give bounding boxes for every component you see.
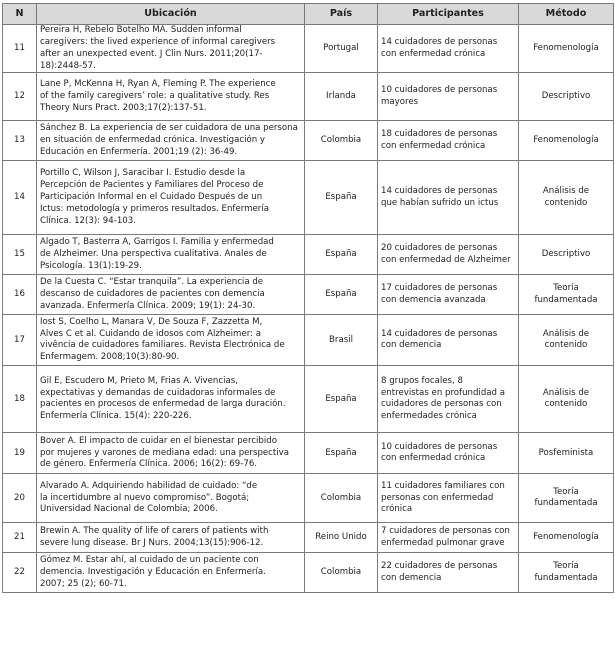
cell-metodo: [519, 433, 614, 474]
table-row: [3, 275, 614, 315]
cell-n: 20: [3, 474, 37, 523]
metodo-line: Análisis de: [542, 186, 590, 197]
ubicacion-line: Psicología. 13(1):19-29.: [40, 260, 142, 271]
ubicacion-line: De la Cuesta C. “Estar tranquila”. La experiencia de: [40, 277, 264, 288]
ubicacion-line: Enfermagem. 2008;10(3):80-90.: [40, 352, 180, 363]
cell-n: 15: [3, 235, 37, 275]
ubicacion-line: Ictus: metodología y primeros resultados. Enfermería: [40, 203, 269, 214]
participantes-line: crónica: [381, 504, 413, 515]
participantes-line: con demencia avanzada: [381, 294, 486, 305]
metodo-line: Teoría: [553, 283, 579, 294]
participantes-line: mayores: [381, 96, 419, 107]
participantes-line: 11 cuidadores familiares con: [381, 480, 505, 491]
table-row: [3, 433, 614, 474]
header-n: N: [3, 4, 37, 25]
metodo-line: Fenomenología: [533, 532, 599, 542]
ubicacion-line: de Alzheimer. Una perspectiva cualitativa. Anales de: [40, 249, 267, 259]
cell-pais: Brasil: [305, 315, 378, 366]
participantes-line: 8 grupos focales, 8: [381, 375, 463, 386]
ubicacion-line: expectativas y demandas de cuidadoras informales de: [40, 387, 276, 398]
cell-n: 14: [3, 161, 37, 235]
cell-ubicacion: [37, 73, 305, 121]
table-row: [3, 366, 614, 433]
ubicacion-line: demencia. Investigación y Educación en Enfermería.: [40, 567, 266, 577]
participantes-line: con enfermedad crónica: [381, 453, 486, 464]
table-row: [3, 553, 614, 593]
cell-participantes: [378, 235, 519, 275]
cell-metodo: [519, 161, 614, 235]
studies-table: [2, 3, 614, 593]
cell-participantes: [378, 474, 519, 523]
ubicacion-line: Alvarado A. Adquiriendo habilidad de cuidado: “de: [40, 480, 258, 491]
cell-n: 18: [3, 366, 37, 433]
metodo-line: Posfeminista: [538, 447, 594, 458]
cell-participantes: [378, 433, 519, 474]
cell-pais: Portugal: [305, 25, 378, 73]
ubicacion-line: avanzada. Enfermería Clínica. 2009; 19(1): 24-30.: [40, 300, 256, 311]
table-row: [3, 235, 614, 275]
ubicacion-line: la incertidumbre al nuevo compromiso”. Bogotá;: [40, 492, 250, 503]
cell-metodo: [519, 315, 614, 366]
table-row: [3, 474, 614, 523]
cell-ubicacion: [37, 25, 305, 73]
cell-ubicacion: [37, 523, 305, 553]
participantes-line: 10 cuidadores de personas: [381, 441, 498, 452]
metodo-line: Teoría: [553, 486, 579, 497]
ubicacion-line: Sánchez B. La experiencia de ser cuidadora de una persona: [40, 123, 298, 134]
cell-ubicacion: [37, 315, 305, 366]
ubicacion-line: Theory Nurs Pract. 2003;17(2):137-51.: [40, 102, 207, 113]
ubicacion-line: after an unexpected event. J Clin Nurs. 2011;20(17-: [40, 48, 263, 59]
ubicacion-line: Pereira H, Rebelo Botelho MA. Sudden informal: [40, 25, 242, 35]
cell-ubicacion: [37, 366, 305, 433]
cell-pais: Reino Unido: [305, 523, 378, 553]
cell-participantes: [378, 366, 519, 433]
metodo-line: contenido: [544, 340, 588, 351]
table-row: [3, 73, 614, 121]
metodo-line: fundamentada: [534, 572, 598, 583]
ubicacion-line: descanso de cuidadores de pacientes con demencia: [40, 289, 265, 299]
table-row: [3, 523, 614, 553]
cell-metodo: [519, 121, 614, 161]
cell-participantes: [378, 523, 519, 553]
ubicacion-line: vivência de cuidadores familiares. Revista Electrónica de: [40, 340, 285, 351]
participantes-line: 14 cuidadores de personas: [381, 186, 498, 197]
ubicacion-line: Clínica. 12(3): 94-103.: [40, 215, 136, 226]
cell-ubicacion: [37, 474, 305, 523]
cell-pais: Colombia: [305, 474, 378, 523]
cell-n: 17: [3, 315, 37, 366]
ubicacion-line: Brewin A. The quality of life of carers of patients with: [40, 526, 269, 537]
participantes-line: entrevistas en profundidad a: [381, 387, 505, 398]
cell-metodo: [519, 553, 614, 593]
ubicacion-line: Enfermería Clínica. 15(4): 220-226.: [40, 411, 192, 422]
cell-participantes: [378, 121, 519, 161]
participantes-line: que habían sufrido un ictus: [381, 197, 499, 208]
metodo-line: contenido: [544, 197, 588, 208]
cell-ubicacion: [37, 433, 305, 474]
ubicacion-line: Portillo C, Wilson J, Saracibar I. Estudio desde la: [40, 168, 246, 179]
participantes-line: 20 cuidadores de personas: [381, 243, 498, 254]
participantes-line: 17 cuidadores de personas: [381, 283, 498, 294]
participantes-line: con demencia: [381, 572, 442, 583]
cell-metodo: [519, 366, 614, 433]
cell-pais: Irlanda: [305, 73, 378, 121]
participantes-line: 7 cuidadores de personas con: [381, 526, 510, 537]
metodo-line: Descriptivo: [541, 249, 591, 259]
participantes-line: cuidadores de personas con: [381, 399, 502, 410]
cell-participantes: [378, 315, 519, 366]
cell-pais: Colombia: [305, 553, 378, 593]
metodo-line: Teoría: [553, 561, 579, 572]
metodo-line: Descriptivo: [541, 91, 591, 101]
metodo-line: contenido: [544, 399, 588, 410]
ubicacion-line: por mujeres y varones de mediana edad: una perspectiva: [40, 447, 290, 458]
table-row: [3, 161, 614, 235]
ubicacion-line: Gómez M. Estar ahí, al cuidado de un paciente con: [40, 555, 259, 566]
cell-participantes: [378, 161, 519, 235]
cell-pais: España: [305, 275, 378, 315]
cell-ubicacion: [37, 161, 305, 235]
cell-metodo: [519, 275, 614, 315]
ubicacion-line: 18):2448-57.: [40, 60, 96, 71]
header-ubicacion: Ubicación: [37, 4, 305, 25]
participantes-line: enfermedades crónica: [381, 411, 477, 422]
cell-n: 21: [3, 523, 37, 553]
ubicacion-line: Bover A. El impacto de cuidar en el bienestar percibido: [40, 435, 277, 446]
table-body: [3, 25, 614, 593]
cell-n: 22: [3, 553, 37, 593]
table-header-row: [3, 4, 614, 25]
participantes-line: personas con enfermedad: [381, 492, 494, 503]
cell-pais: España: [305, 235, 378, 275]
metodo-line: Fenomenología: [533, 135, 599, 145]
ubicacion-line: Educación en Enfermería. 2001;19 (2): 36-49.: [40, 146, 238, 157]
ubicacion-line: caregivers: the lived experience of informal caregivers: [40, 36, 276, 47]
header-metodo: Método: [519, 4, 614, 25]
metodo-line: fundamentada: [534, 498, 598, 509]
ubicacion-line: Iost S, Coelho L, Manara V, De Souza F, Zazzetta M,: [40, 316, 263, 327]
cell-n: 16: [3, 275, 37, 315]
cell-n: 19: [3, 433, 37, 474]
ubicacion-line: Alves C et al. Cuidando de idosos com Alzheimer: a: [40, 328, 261, 339]
ubicacion-line: of the family caregivers’ role: a qualitative study. Res: [40, 91, 270, 101]
ubicacion-line: severe lung disease. Br J Nurs. 2004;13(15):906-12.: [40, 537, 264, 548]
ubicacion-line: Participación Informal en el Cuidado Después de un: [40, 192, 263, 202]
cell-metodo: [519, 235, 614, 275]
cell-ubicacion: [37, 275, 305, 315]
participantes-line: con enfermedad de Alzheimer: [381, 254, 511, 265]
cell-pais: España: [305, 433, 378, 474]
table-row: [3, 25, 614, 73]
cell-participantes: [378, 275, 519, 315]
metodo-line: fundamentada: [534, 294, 598, 305]
ubicacion-line: Lane P, McKenna H, Ryan A, Fleming P. The experience: [40, 79, 276, 90]
metodo-line: Fenomenología: [533, 42, 599, 53]
participantes-line: con demencia: [381, 340, 442, 351]
ubicacion-line: Percepción de Pacientes y Familiares del Proceso de: [40, 180, 264, 191]
cell-n: 11: [3, 25, 37, 73]
ubicacion-line: de género. Enfermería Clínica. 2006; 16(2): 69-76.: [40, 459, 258, 470]
participantes-line: 14 cuidadores de personas: [381, 328, 498, 339]
cell-ubicacion: [37, 121, 305, 161]
cell-pais: Colombia: [305, 121, 378, 161]
participantes-line: 22 cuidadores de personas: [381, 561, 498, 572]
cell-metodo: [519, 474, 614, 523]
metodo-line: Análisis de: [542, 387, 590, 398]
cell-participantes: [378, 25, 519, 73]
ubicacion-line: pacientes en procesos de enfermedad de larga duración.: [40, 399, 286, 410]
table-row: [3, 315, 614, 366]
ubicacion-line: Gil E, Escudero M, Prieto M, Frias A. Vivencias,: [40, 375, 238, 386]
participantes-line: 18 cuidadores de personas: [381, 129, 498, 140]
cell-metodo: [519, 523, 614, 553]
cell-n: 13: [3, 121, 37, 161]
cell-ubicacion: [37, 235, 305, 275]
participantes-line: 10 cuidadores de personas: [381, 85, 498, 96]
cell-participantes: [378, 553, 519, 593]
header-pais: País: [305, 4, 378, 25]
cell-ubicacion: [37, 553, 305, 593]
cell-pais: España: [305, 366, 378, 433]
cell-n: 12: [3, 73, 37, 121]
header-participantes: Participantes: [378, 4, 519, 25]
ubicacion-line: Universidad Nacional de Colombia; 2006.: [40, 504, 218, 515]
ubicacion-line: 2007; 25 (2); 60-71.: [40, 578, 127, 589]
participantes-line: enfermedad pulmonar grave: [381, 537, 505, 548]
participantes-line: con enfermedad crónica: [381, 140, 486, 151]
table-row: [3, 121, 614, 161]
cell-participantes: [378, 73, 519, 121]
metodo-line: Análisis de: [542, 328, 590, 339]
participantes-line: con enfermedad crónica: [381, 48, 486, 59]
participantes-line: 14 cuidadores de personas: [381, 36, 498, 47]
ubicacion-line: en situación de enfermedad crónica. Investigación y: [40, 135, 265, 145]
cell-metodo: [519, 25, 614, 73]
cell-metodo: [519, 73, 614, 121]
ubicacion-line: Algado T, Basterra A, Garrigos I. Familia y enfermedad: [40, 237, 274, 248]
cell-pais: España: [305, 161, 378, 235]
